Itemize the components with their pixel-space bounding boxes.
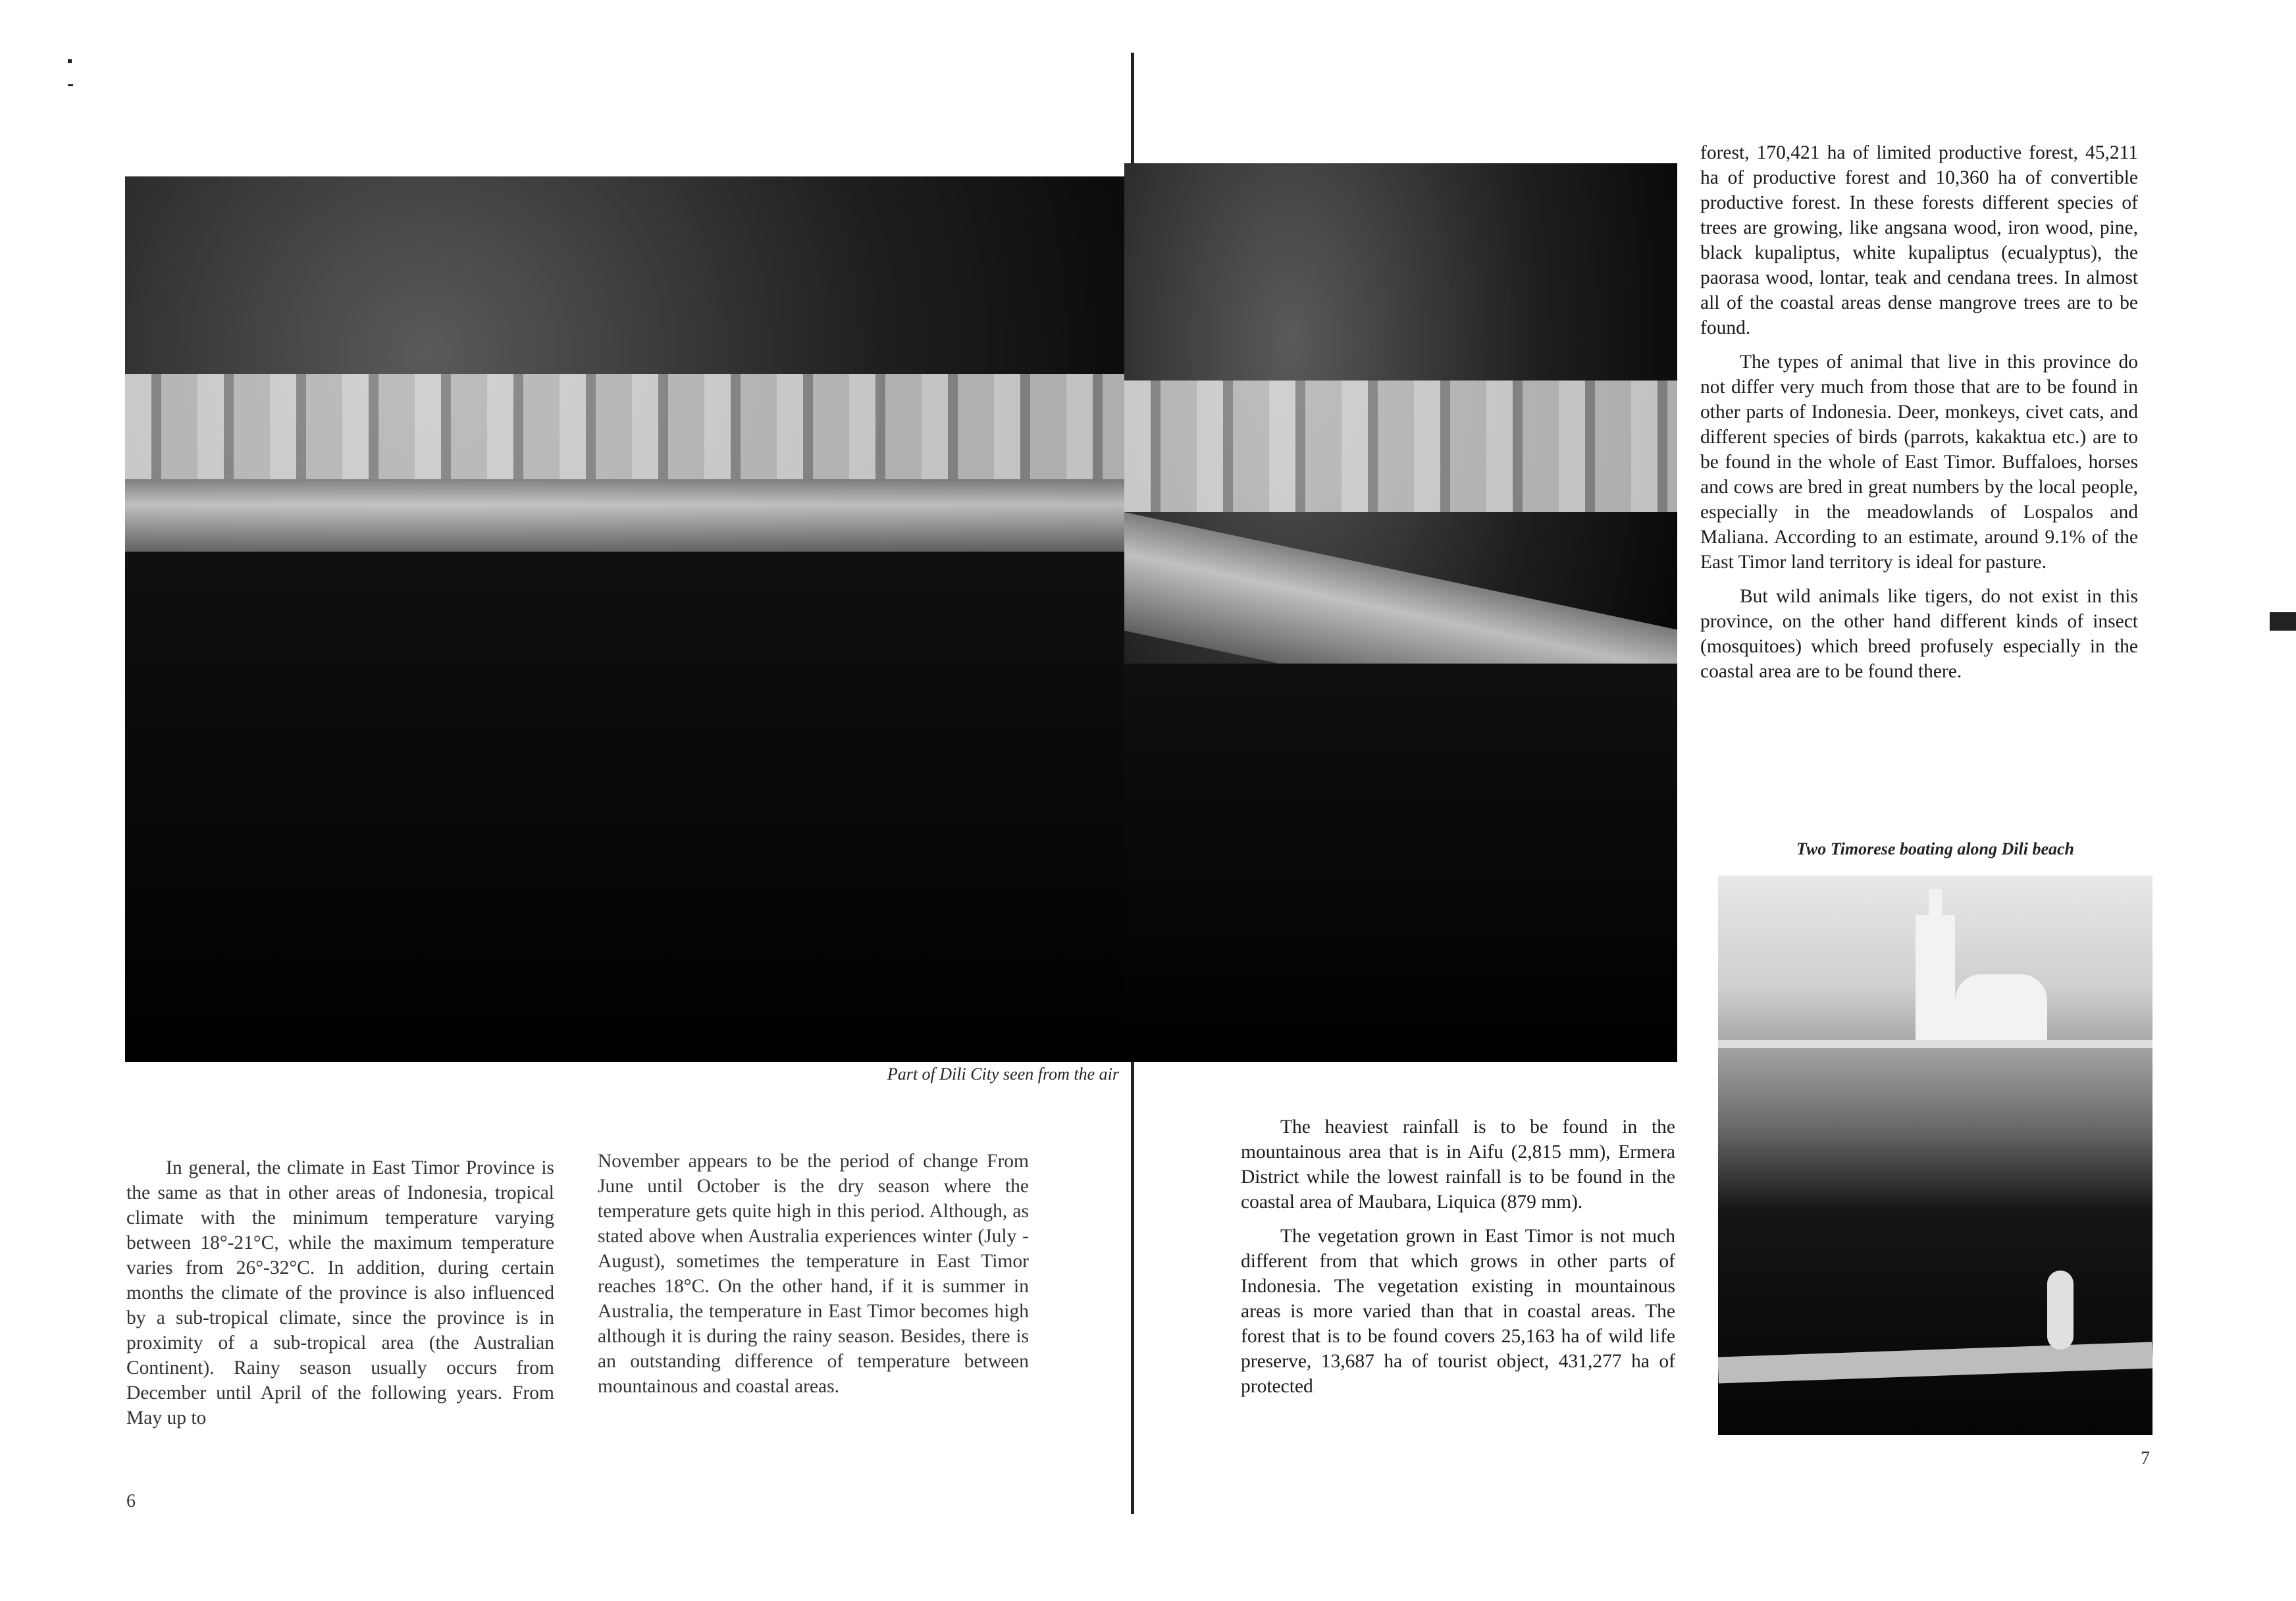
paragraph: November appears to be the period of change From June until October is the dry season where the temperature gets quite high in this period. Although, as stated above when Australia experiences winter (July - August), sometimes the temperature in East Timor reaches 18°C. On the other hand, if it is summer in Australia, the temperature in East Timor becomes high although it is during the rainy season. Besides, there is an outstanding difference of temperature between mountainous and coastal areas. [598,1151,1029,1397]
margin-mark [68,84,73,86]
page-number-right: 7 [2141,1448,2150,1469]
paragraph: The types of animal that live in this province do not differ very much from those that are to be found in other parts of Indonesia. Deer, monkeys, civet cats, and different species of birds (parrots, kakaktua etc.) are to be found in the whole of East Timor. Buffaloes, horses and cows are bred in great numbers by the local people, especially in the meadowlands of Lospalos and Maliana. According to an estimate, around 9.1% of the East Timor land territory is ideal for pasture. [1700,352,2138,573]
paragraph: But wild animals like tigers, do not exist in this province, on the other hand different kinds of insect (mosquitoes) which breed profusely especially in the coastal area are to be found there. [1700,586,2138,682]
photo-person [2047,1271,2074,1350]
paragraph: In general, the climate in East Timor Province is the same as that in other areas of Indonesia, tropical climate with the minimum temperature varying between 18°-21°C, while the maximum temperature varies from 26°-32°C. In addition, during certain months the climate of the province is also influenced by a sub-tropical climate, since the province is in proximity of a sub-tropical area (the Australian Continent). Rainy season usually occurs from December until April of the following years. From May up to [126,1157,554,1429]
photo-boat [1718,1342,2152,1383]
left-page-column-2 [598,1149,1029,1408]
margin-mark [68,59,72,63]
left-page-column-1 [126,1155,554,1440]
aerial-photo-left [125,176,1132,1062]
paragraph: forest, 170,421 ha of limited productive forest, 45,211 ha of productive forest and 10,360 ha of convertible productive forest. In these forests different species of trees are growing, like angsana wood, iron wood, pine, black kupaliptus, white kupaliptus (ecualyptus), the paorasa wood, lontar, teak and cendana trees. In almost all of the coastal areas dense mangrove trees are to be found. [1700,142,2138,338]
right-page-column-1 [1241,1115,1675,1408]
photo-shore [1718,1040,2152,1048]
photo-shoreline [125,479,1132,552]
photo-water [1124,664,1677,1062]
boat-photo-caption: Two Timorese boating along Dili beach [1796,839,2075,858]
right-page-column-2 [1700,140,2138,693]
page-number-left: 6 [126,1491,136,1511]
photo-church [1955,974,2047,1047]
photo-buildings [125,374,1132,479]
photo-water [125,552,1132,1062]
paragraph: The heaviest rainfall is to be found in the mountainous area that is in Aifu (2,815 mm), Ermera District while the lowest rainfall is to be found in the coastal area of Maubara, Liquica (879 mm). [1241,1116,1675,1213]
main-photo-caption: Part of Dili City seen from the air [887,1064,1119,1084]
paragraph: The vegetation grown in East Timor is not much different from that which grows in other parts of Indonesia. The vegetation existing in mountainous areas is more varied than that in coastal areas. The forest that is to be found covers 25,163 ha of wild life preserve, 13,687 ha of tourist object, 431,277 ha of protected [1241,1226,1675,1397]
photo-tower-spire [1929,889,1942,918]
boating-photo [1718,876,2152,1435]
photo-buildings [1124,381,1677,512]
margin-tab [2270,612,2296,631]
photo-tower [1916,915,1955,1047]
aerial-photo-right [1124,163,1677,1062]
